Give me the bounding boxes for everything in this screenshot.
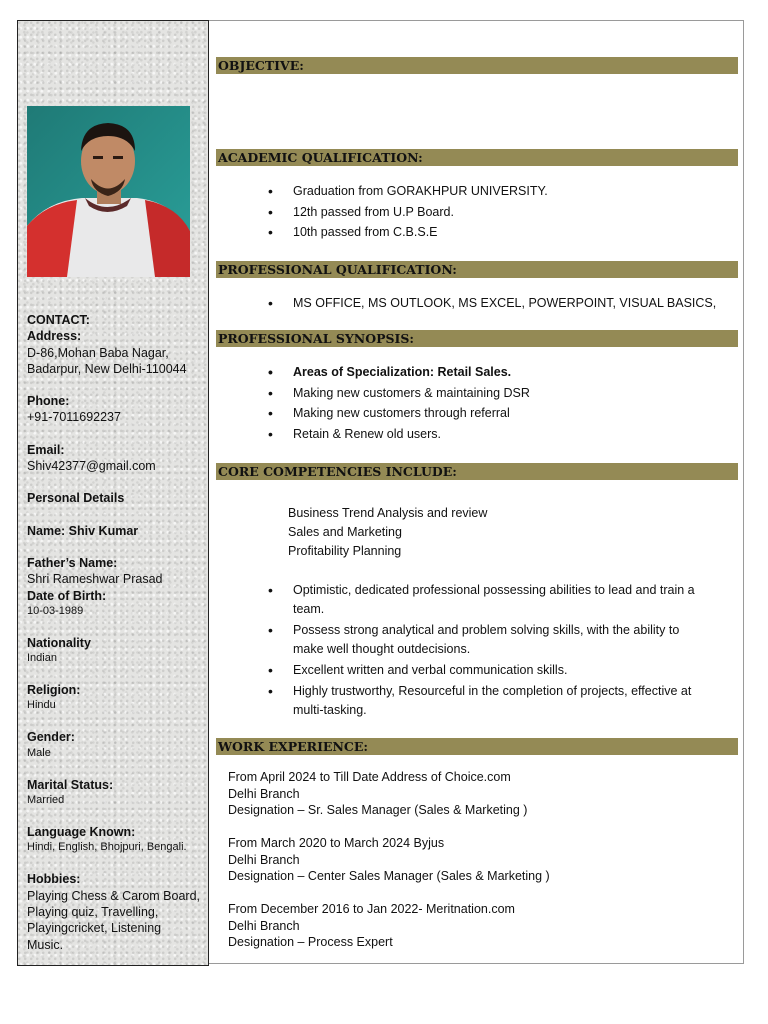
address-line: Badarpur, New Delhi-110044 xyxy=(27,361,187,376)
name-label: Name: Shiv Kumar xyxy=(27,523,139,538)
dob-label: Date of Birth: xyxy=(27,588,107,603)
gender-value: Male xyxy=(27,746,51,759)
profile-photo xyxy=(27,106,190,277)
list-item: • Highly trustworthy, Resourceful in the completion of projects, effective at multi-tasking. xyxy=(268,682,713,720)
father-label: Father’s Name: xyxy=(27,555,118,570)
hobbies-line: Playing Chess & Carom Board, xyxy=(27,888,200,903)
language-value: Hindi, English, Bhojpuri, Bengali. xyxy=(27,841,187,854)
work-designation: Designation – Center Sales Manager (Sales & Marketing ) xyxy=(228,869,550,883)
work-experience-heading: WORK EXPERIENCE: xyxy=(216,738,738,755)
work-designation: Designation – Process Expert xyxy=(228,935,393,949)
hobbies-line: Playingcricket, Listening xyxy=(27,921,162,936)
list-item: • 10th passed from C.B.S.E xyxy=(268,222,718,243)
religion-value: Hindu xyxy=(27,699,56,712)
list-item: • Making new customers through referral xyxy=(268,403,718,424)
academic-heading: ACADEMIC QUALIFICATION: xyxy=(216,149,738,166)
work-entry xyxy=(228,769,527,819)
work-designation: Designation – Sr. Sales Manager (Sales & Marketing ) xyxy=(228,803,528,817)
address-line: D-86,Mohan Baba Nagar, xyxy=(27,345,169,360)
list-item: • Making new customers & maintaining DSR xyxy=(268,383,718,404)
list-item: • Optimistic, dedicated professional possessing abilities to lead and train a team. xyxy=(268,581,713,619)
work-branch: Delhi Branch xyxy=(228,852,300,867)
phone-label: Phone: xyxy=(27,394,70,409)
list-item: • Retain & Renew old users. xyxy=(268,424,718,445)
hobbies-label: Hobbies: xyxy=(27,872,81,887)
work-period: From March 2020 to March 2024 Byjus xyxy=(228,836,445,850)
work-period: From December 2016 to Jan 2022- Meritnation.com xyxy=(228,902,515,916)
list-item: • MS OFFICE, MS OUTLOOK, MS EXCEL, POWERPOINT, VISUAL BASICS, xyxy=(268,293,718,314)
list-item: • 12th passed from U.P Board. xyxy=(268,202,718,223)
work-period: From April 2024 to Till Date Address of Choice.com xyxy=(228,770,511,784)
list-item: Profitability Planning xyxy=(288,544,402,558)
core-competencies-heading: CORE COMPETENCIES INCLUDE: xyxy=(216,463,738,480)
list-item: • Excellent written and verbal communication skills. xyxy=(268,661,713,680)
academic-list xyxy=(268,181,718,243)
sidebar xyxy=(17,20,209,966)
list-item: • Areas of Specialization: Retail Sales. xyxy=(268,362,718,383)
synopsis-heading: PROFESSIONAL SYNOPSIS: xyxy=(216,330,738,347)
marital-value: Married xyxy=(27,794,65,807)
address-label: Address: xyxy=(27,329,82,344)
objective-heading: OBJECTIVE: xyxy=(216,57,738,74)
marital-label: Marital Status: xyxy=(27,777,114,792)
core-plain-list xyxy=(288,504,487,561)
professional-list xyxy=(268,293,718,314)
gender-label: Gender: xyxy=(27,730,75,745)
work-branch: Delhi Branch xyxy=(228,918,300,933)
nationality-label: Nationality xyxy=(27,635,91,650)
work-entry xyxy=(228,835,550,885)
contact-details xyxy=(27,312,205,953)
list-item: • Graduation from GORAKHPUR UNIVERSITY. xyxy=(268,181,718,202)
father-value: Shri Rameshwar Prasad xyxy=(27,572,163,587)
list-item: • Possess strong analytical and problem solving skills, with the ability to make well thought outdecisions. xyxy=(268,621,713,659)
nationality-value: Indian xyxy=(27,652,57,665)
hobbies-line: Playing quiz, Travelling, xyxy=(27,904,159,919)
core-list xyxy=(268,581,713,722)
email-label: Email: xyxy=(27,442,65,457)
dob-value: 10-03-1989 xyxy=(27,604,84,617)
personal-heading: Personal Details xyxy=(27,491,125,506)
email-value[interactable]: Shiv42377@gmail.com xyxy=(27,459,156,474)
work-entry xyxy=(228,901,515,951)
professional-qualification-heading: PROFESSIONAL QUALIFICATION: xyxy=(216,261,738,278)
religion-label: Religion: xyxy=(27,683,81,698)
list-item: Business Trend Analysis and review xyxy=(288,506,488,520)
synopsis-list xyxy=(268,362,718,444)
contact-heading: CONTACT: xyxy=(27,313,90,327)
phone-value: +91-7011692237 xyxy=(27,410,121,425)
work-branch: Delhi Branch xyxy=(228,786,300,801)
hobbies-line: Music. xyxy=(27,937,64,952)
language-label: Language Known: xyxy=(27,825,136,840)
list-item: Sales and Marketing xyxy=(288,525,402,539)
